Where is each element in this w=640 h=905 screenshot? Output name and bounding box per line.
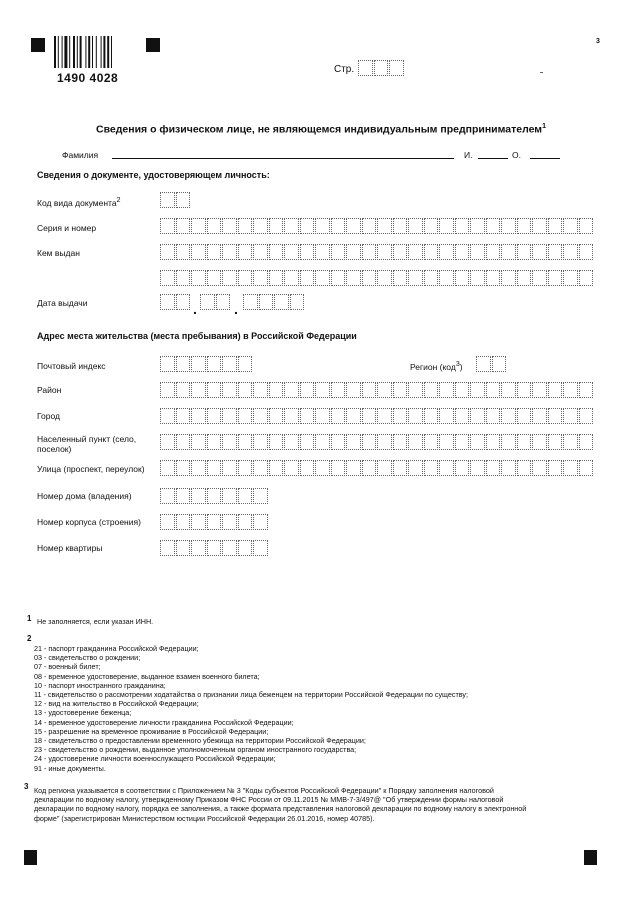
input-cell[interactable] [346, 408, 361, 424]
input-cell[interactable] [346, 270, 361, 286]
page-number-cells[interactable] [358, 60, 405, 76]
input-cell[interactable] [222, 514, 237, 530]
input-cell[interactable] [222, 408, 237, 424]
input-cell[interactable] [176, 382, 191, 398]
input-cell[interactable] [238, 408, 253, 424]
input-cell[interactable] [222, 434, 237, 450]
input-cell[interactable] [238, 488, 253, 504]
input-cell[interactable] [222, 270, 237, 286]
input-cell[interactable] [424, 218, 439, 234]
input-cell[interactable] [377, 270, 392, 286]
footnote2-line: 23 - свидетельство о рождении, выданное уполномоченным органом иностранного государства; [34, 745, 357, 755]
input-cell[interactable] [160, 540, 175, 556]
input-cell[interactable] [486, 408, 501, 424]
input-cell[interactable] [563, 434, 578, 450]
input-cell[interactable] [579, 270, 594, 286]
input-cell[interactable] [455, 382, 470, 398]
input-cell[interactable] [393, 382, 408, 398]
input-cell[interactable] [284, 460, 299, 476]
input-cell[interactable] [346, 244, 361, 260]
doc-type-cells[interactable] [160, 192, 191, 208]
input-cell[interactable] [548, 218, 563, 234]
street-label: Улица (проспект, переулок) [37, 464, 145, 474]
doc-type-label: Код вида документа$^2$ [37, 197, 121, 208]
footnote2-line: 13 - удостоверение беженца; [34, 708, 132, 718]
input-cell[interactable] [455, 244, 470, 260]
input-cell[interactable] [238, 270, 253, 286]
input-cell[interactable] [377, 408, 392, 424]
input-cell[interactable] [439, 382, 454, 398]
input-cell[interactable] [160, 244, 175, 260]
input-cell[interactable] [439, 244, 454, 260]
input-cell[interactable] [377, 382, 392, 398]
footnote3-line: Код региона указывается в соответствии с Приложением № 3 "Коды субъектов Российской Федерации" к Порядку заполнения налоговой [34, 786, 494, 795]
input-cell[interactable] [253, 244, 268, 260]
footnote1-text: Не заполняется, если указан ИНН. [37, 617, 154, 626]
input-cell[interactable] [579, 408, 594, 424]
input-cell[interactable] [362, 408, 377, 424]
input-cell[interactable] [315, 270, 330, 286]
apartment-cells[interactable] [160, 540, 269, 556]
input-cell[interactable] [501, 434, 516, 450]
input-cell[interactable] [408, 434, 423, 450]
corner-marker-top-left [31, 38, 45, 52]
input-cell[interactable] [579, 434, 594, 450]
input-cell[interactable] [207, 540, 222, 556]
settlement-label-line2: поселок) [37, 444, 72, 454]
input-cell[interactable] [532, 408, 547, 424]
address-section-title: Адрес места жительства (места пребывания) в Российской Федерации [37, 331, 357, 341]
input-cell[interactable] [207, 218, 222, 234]
input-cell[interactable] [315, 244, 330, 260]
input-cell[interactable] [315, 218, 330, 234]
input-cell[interactable] [408, 408, 423, 424]
input-cell[interactable] [346, 460, 361, 476]
input-cell[interactable] [393, 270, 408, 286]
initial-patronymic-field[interactable] [530, 158, 560, 159]
footnote1-number: 1 [27, 614, 32, 623]
footnote2-line: 24 - удостоверение личности военнослужащего Российской Федерации; [34, 754, 276, 764]
input-cell[interactable] [331, 434, 346, 450]
input-cell[interactable] [439, 460, 454, 476]
input-cell[interactable] [238, 244, 253, 260]
input-cell[interactable] [548, 244, 563, 260]
input-cell[interactable] [517, 270, 532, 286]
input-cell[interactable] [315, 460, 330, 476]
input-cell[interactable] [408, 382, 423, 398]
input-cell[interactable] [176, 434, 191, 450]
input-cell[interactable] [191, 218, 206, 234]
input-cell[interactable] [269, 382, 284, 398]
issued-by-cells-line1[interactable] [160, 244, 594, 260]
corner-marker-bottom-left [24, 850, 37, 865]
input-cell[interactable] [253, 218, 268, 234]
input-cell[interactable] [331, 460, 346, 476]
input-cell[interactable] [470, 460, 485, 476]
input-cell[interactable] [207, 514, 222, 530]
input-cell[interactable] [176, 270, 191, 286]
input-cell[interactable] [284, 434, 299, 450]
input-cell[interactable] [160, 460, 175, 476]
region-label: Регион (код$^3$) [410, 361, 463, 372]
input-cell[interactable] [470, 270, 485, 286]
input-cell[interactable] [284, 408, 299, 424]
input-cell[interactable] [176, 408, 191, 424]
input-cell[interactable] [300, 460, 315, 476]
input-cell[interactable] [424, 382, 439, 398]
building-label: Номер корпуса (строения) [37, 517, 141, 527]
issue-date-year-cells[interactable] [243, 294, 305, 310]
input-cell[interactable] [269, 218, 284, 234]
input-cell[interactable] [269, 434, 284, 450]
corner-marker-bottom-right [584, 850, 597, 865]
input-cell[interactable] [222, 382, 237, 398]
input-cell[interactable] [563, 460, 578, 476]
input-cell[interactable] [300, 408, 315, 424]
input-cell[interactable] [160, 382, 175, 398]
input-cell[interactable] [548, 408, 563, 424]
footnote3-line: форме" (зарегистрирован Министерством юстиции Российской Федерации 26.01.2016, номер 40785). [34, 813, 375, 823]
input-cell[interactable] [315, 382, 330, 398]
input-cell[interactable] [501, 218, 516, 234]
footnote2-line: 12 - вид на жительство в Российской Федерации; [34, 699, 199, 709]
page-label: Стр. [334, 64, 355, 75]
input-cell[interactable] [300, 244, 315, 260]
input-cell[interactable] [563, 408, 578, 424]
input-cell[interactable] [346, 434, 361, 450]
input-cell[interactable] [160, 488, 175, 504]
input-cell[interactable] [160, 218, 175, 234]
input-cell[interactable] [517, 434, 532, 450]
input-cell[interactable] [362, 434, 377, 450]
input-cell[interactable] [470, 408, 485, 424]
input-cell[interactable] [517, 218, 532, 234]
input-cell[interactable] [346, 382, 361, 398]
footnote2-line: 08 - временное удостоверение, выданное взамен военного билета; [34, 671, 260, 681]
input-cell[interactable] [470, 218, 485, 234]
input-cell[interactable] [253, 434, 268, 450]
input-cell[interactable] [486, 218, 501, 234]
input-cell[interactable] [300, 218, 315, 234]
input-cell[interactable] [207, 488, 222, 504]
input-cell[interactable] [377, 244, 392, 260]
input-cell[interactable] [160, 408, 175, 424]
input-cell[interactable] [501, 460, 516, 476]
input-cell[interactable] [191, 408, 206, 424]
series-number-label: Серия и номер [37, 223, 97, 233]
input-cell[interactable] [222, 244, 237, 260]
district-cells[interactable] [160, 382, 594, 398]
input-cell[interactable] [517, 408, 532, 424]
input-cell[interactable] [191, 514, 206, 530]
corner-page-number: 3 [596, 38, 600, 45]
input-cell[interactable] [408, 460, 423, 476]
input-cell[interactable] [563, 218, 578, 234]
footnote2-line: 21 - паспорт гражданина Российской Федерации; [34, 644, 199, 653]
initial-name-label: И. [464, 150, 473, 160]
date-separator-1: . [193, 301, 197, 317]
input-cell[interactable] [253, 514, 268, 530]
input-cell[interactable] [377, 460, 392, 476]
footnote3-number: 3 [24, 782, 29, 791]
input-cell[interactable] [300, 382, 315, 398]
input-cell[interactable] [393, 408, 408, 424]
city-label: Город [37, 411, 60, 421]
input-cell[interactable] [331, 382, 346, 398]
input-cell[interactable] [160, 270, 175, 286]
input-cell[interactable] [238, 460, 253, 476]
input-cell[interactable] [408, 270, 423, 286]
input-cell[interactable] [486, 460, 501, 476]
issue-date-month-cells[interactable] [200, 294, 231, 310]
form-title: Сведения о физическом лице, не являющемся индивидуальным предпринимателем$^1$ [96, 123, 546, 136]
input-cell[interactable] [424, 434, 439, 450]
document-section-title: Сведения о документе, удостоверяющем личность: [37, 170, 270, 180]
input-cell[interactable] [579, 218, 594, 234]
input-cell[interactable] [253, 408, 268, 424]
input-cell[interactable] [455, 408, 470, 424]
input-cell[interactable] [362, 382, 377, 398]
building-cells[interactable] [160, 514, 269, 530]
input-cell[interactable] [315, 408, 330, 424]
input-cell[interactable] [191, 244, 206, 260]
input-cell[interactable] [253, 460, 268, 476]
input-cell[interactable] [160, 514, 175, 530]
input-cell[interactable] [393, 244, 408, 260]
settlement-cells[interactable] [160, 434, 594, 450]
input-cell[interactable] [253, 270, 268, 286]
input-cell[interactable] [238, 514, 253, 530]
input-cell[interactable] [439, 270, 454, 286]
input-cell[interactable] [517, 244, 532, 260]
input-cell[interactable] [563, 382, 578, 398]
input-cell[interactable] [548, 460, 563, 476]
input-cell[interactable] [176, 514, 191, 530]
apartment-label: Номер квартиры [37, 543, 103, 553]
input-cell[interactable] [455, 218, 470, 234]
settlement-label-line1: Населенный пункт (село, [37, 434, 137, 444]
footnote2-line: 07 - военный билет; [34, 662, 101, 672]
input-cell[interactable] [269, 408, 284, 424]
input-cell[interactable] [238, 434, 253, 450]
input-cell[interactable] [563, 270, 578, 286]
input-cell[interactable] [191, 540, 206, 556]
input-cell[interactable] [532, 460, 547, 476]
input-cell[interactable] [439, 434, 454, 450]
input-cell[interactable] [532, 244, 547, 260]
footnote2-line: 03 - свидетельство о рождении; [34, 653, 141, 663]
input-cell[interactable] [176, 218, 191, 234]
input-cell[interactable] [207, 408, 222, 424]
input-cell[interactable] [300, 434, 315, 450]
issue-date-day-cells[interactable] [160, 294, 191, 310]
corner-marker-top-right [146, 38, 160, 52]
input-cell[interactable] [532, 218, 547, 234]
input-cell[interactable] [207, 382, 222, 398]
initial-name-field[interactable] [478, 158, 508, 159]
input-cell[interactable] [253, 382, 268, 398]
input-cell[interactable] [439, 218, 454, 234]
input-cell[interactable] [424, 270, 439, 286]
input-cell[interactable] [486, 434, 501, 450]
input-cell[interactable] [517, 382, 532, 398]
input-cell[interactable] [501, 244, 516, 260]
input-cell[interactable] [455, 434, 470, 450]
input-cell[interactable] [284, 244, 299, 260]
footnote2-line: 14 - временное удостоверение личности гражданина Российской Федерации; [34, 717, 294, 727]
input-cell[interactable] [486, 270, 501, 286]
input-cell[interactable] [408, 218, 423, 234]
input-cell[interactable] [331, 244, 346, 260]
input-cell[interactable] [362, 244, 377, 260]
input-cell[interactable] [501, 408, 516, 424]
input-cell[interactable] [160, 434, 175, 450]
input-cell[interactable] [191, 382, 206, 398]
input-cell[interactable] [455, 270, 470, 286]
input-cell[interactable] [424, 460, 439, 476]
input-cell[interactable] [300, 270, 315, 286]
input-cell[interactable] [191, 434, 206, 450]
input-cell[interactable] [222, 488, 237, 504]
input-cell[interactable] [284, 270, 299, 286]
house-cells[interactable] [160, 488, 269, 504]
input-cell[interactable] [191, 460, 206, 476]
postal-code-label: Почтовый индекс [37, 361, 106, 371]
date-separator-2: . [234, 301, 238, 317]
footnote2-line: 11 - свидетельство о рассмотрении ходатайства о признании лица беженцем на территории Российской Федерации по существу; [34, 690, 468, 700]
input-cell[interactable] [269, 270, 284, 286]
input-cell[interactable] [486, 244, 501, 260]
input-cell[interactable] [191, 488, 206, 504]
input-cell[interactable] [176, 244, 191, 260]
house-label: Номер дома (владения) [37, 491, 132, 501]
input-cell[interactable] [253, 488, 268, 504]
input-cell[interactable] [532, 382, 547, 398]
input-cell[interactable] [486, 382, 501, 398]
initial-patronymic-label: О. [512, 150, 521, 160]
street-cells[interactable] [160, 460, 594, 476]
input-cell[interactable] [470, 382, 485, 398]
input-cell[interactable] [253, 540, 268, 556]
footnote2-line: 10 - паспорт иностранного гражданина; [34, 680, 166, 690]
input-cell[interactable] [269, 460, 284, 476]
input-cell[interactable] [207, 244, 222, 260]
input-cell[interactable] [362, 460, 377, 476]
issued-by-cells-line2[interactable] [160, 270, 594, 286]
input-cell[interactable] [470, 244, 485, 260]
city-cells[interactable] [160, 408, 594, 424]
input-cell[interactable] [501, 382, 516, 398]
input-cell[interactable] [222, 540, 237, 556]
input-cell[interactable] [331, 218, 346, 234]
input-cell[interactable] [377, 434, 392, 450]
input-cell[interactable] [563, 244, 578, 260]
input-cell[interactable] [424, 408, 439, 424]
input-cell[interactable] [377, 218, 392, 234]
input-cell[interactable] [222, 218, 237, 234]
input-cell[interactable] [439, 408, 454, 424]
input-cell[interactable] [532, 434, 547, 450]
input-cell[interactable] [408, 244, 423, 260]
input-cell[interactable] [517, 460, 532, 476]
input-cell[interactable] [176, 488, 191, 504]
footnote2-line: 18 - свидетельство о предоставлении временного убежища на территории Российской Федерации; [34, 736, 366, 746]
series-number-cells[interactable] [160, 218, 594, 234]
footnote2-line: 91 - иные документы. [34, 763, 106, 773]
postal-code-cells[interactable] [160, 356, 253, 372]
input-cell[interactable] [579, 382, 594, 398]
input-cell[interactable] [238, 382, 253, 398]
input-cell[interactable] [284, 382, 299, 398]
input-cell[interactable] [548, 270, 563, 286]
input-cell[interactable] [269, 244, 284, 260]
issue-date-label: Дата выдачи [37, 298, 88, 308]
input-cell[interactable] [191, 270, 206, 286]
region-code-cells[interactable] [476, 356, 507, 372]
issued-by-label: Кем выдан [37, 248, 80, 258]
input-cell[interactable] [470, 434, 485, 450]
input-cell[interactable] [424, 244, 439, 260]
scan-tick [540, 72, 543, 73]
footnote3-line: декларации по водному налогу, порядка ее заполнения, а также формата представления налоговой декларации по водному налогу в электронной [34, 804, 527, 814]
input-cell[interactable] [315, 434, 330, 450]
input-cell[interactable] [284, 218, 299, 234]
footnote2-number: 2 [27, 634, 32, 643]
input-cell[interactable] [455, 460, 470, 476]
input-cell[interactable] [222, 460, 237, 476]
input-cell[interactable] [501, 270, 516, 286]
barcode-number: 1490 4028 [57, 71, 119, 85]
input-cell[interactable] [362, 218, 377, 234]
input-cell[interactable] [346, 218, 361, 234]
input-cell[interactable] [362, 270, 377, 286]
input-cell[interactable] [393, 434, 408, 450]
input-cell[interactable] [207, 270, 222, 286]
surname-label: Фамилия [62, 150, 99, 160]
district-label: Район [37, 385, 62, 395]
input-cell[interactable] [238, 218, 253, 234]
footnote2-line: 15 - разрешение на временное проживание в Российской Федерации; [34, 726, 269, 736]
input-cell[interactable] [579, 244, 594, 260]
input-cell[interactable] [238, 540, 253, 556]
input-cell[interactable] [393, 218, 408, 234]
input-cell[interactable] [176, 460, 191, 476]
footnote3-text [34, 786, 526, 823]
input-cell[interactable] [393, 460, 408, 476]
input-cell[interactable] [548, 382, 563, 398]
input-cell[interactable] [548, 434, 563, 450]
input-cell[interactable] [331, 270, 346, 286]
input-cell[interactable] [532, 270, 547, 286]
input-cell[interactable] [331, 408, 346, 424]
input-cell[interactable] [579, 460, 594, 476]
surname-field[interactable] [112, 158, 454, 159]
footnote3-line: декларации по водному налогу, утвержденному Приказом ФНС России от 09.11.2015 № ММВ-7-3/497@ "Об утверждении формы налоговой [34, 795, 504, 805]
input-cell[interactable] [176, 540, 191, 556]
input-cell[interactable] [207, 434, 222, 450]
footnote2-list [34, 644, 468, 773]
input-cell[interactable] [207, 460, 222, 476]
